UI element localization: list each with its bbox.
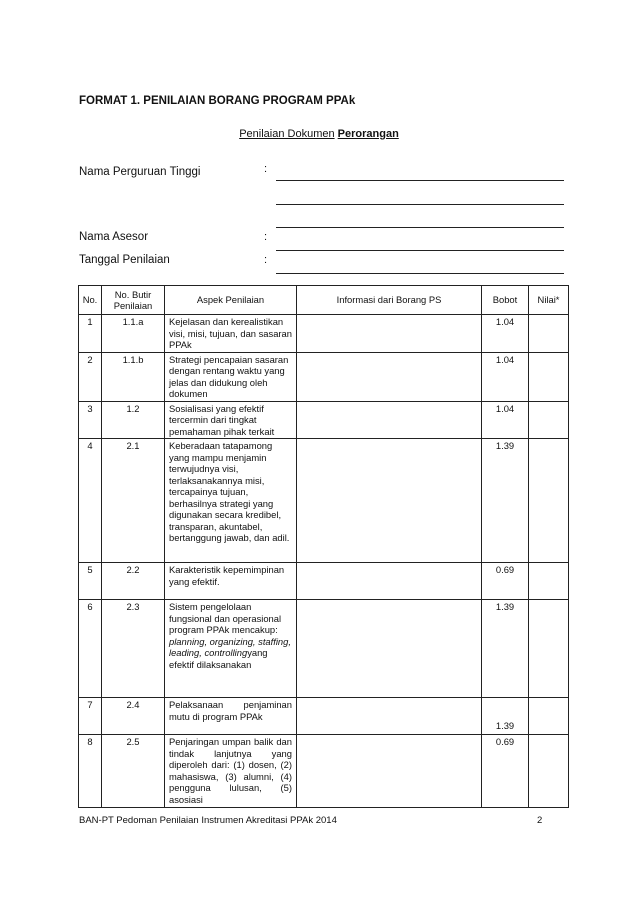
field-label-tanggal: Tanggal Penilaian <box>79 254 170 266</box>
cell-info[interactable] <box>297 698 482 735</box>
cell-bobot: 1.04 <box>482 352 529 401</box>
field-line-perguruan-tinggi-1[interactable] <box>276 180 564 181</box>
cell-bobot: 1.04 <box>482 401 529 439</box>
field-colon: : <box>264 231 268 243</box>
field-colon: : <box>264 254 268 266</box>
cell-butir: 2.4 <box>102 698 165 735</box>
cell-no: 4 <box>79 439 102 563</box>
cell-info[interactable] <box>297 735 482 808</box>
cell-bobot: 1.39 <box>482 600 529 698</box>
cell-bobot: 1.39 <box>482 439 529 563</box>
cell-no: 2 <box>79 352 102 401</box>
cell-no: 6 <box>79 600 102 698</box>
table-header-row <box>79 286 569 315</box>
cell-aspek: Sosialisasi yang efektif tercermin dari tingkat pemahaman pihak terkait <box>165 401 297 439</box>
cell-aspek-tail: yang efektif dilaksanakan <box>169 647 268 670</box>
table-row <box>79 401 569 439</box>
cell-aspek: Strategi pencapaian sasaran dengan rentang waktu yang jelas dan didukung oleh dokumen <box>165 352 297 401</box>
table-row <box>79 735 569 808</box>
header-butir-line1: No. Butir <box>114 288 152 300</box>
cell-bobot: 0.69 <box>482 735 529 808</box>
cell-bobot: 0.69 <box>482 563 529 600</box>
field-line-perguruan-tinggi-3[interactable] <box>276 227 564 228</box>
cell-butir: 1.1.b <box>102 352 165 401</box>
cell-aspek-italic: planning, organizing, staffing, leading, controlling <box>169 635 291 658</box>
header-aspek: Aspek Penilaian <box>165 286 297 315</box>
document-subtitle <box>0 128 638 140</box>
cell-aspek-text: Sistem pengelolaan fungsional dan operasional program PPAk mencakup: <box>169 601 282 635</box>
cell-aspek: Keberadaan tatapamong yang mampu menjamin terwujudnya visi, terlaksanakannya misi, tercapainya tujuan, berhasilnya strategi yang digunakan secara kredibel, transparan, akuntabel, bertanggung jawab, dan adil. <box>165 439 297 563</box>
cell-bobot: 1.39 <box>482 698 529 735</box>
header-butir-line2: Penilaian <box>113 300 153 311</box>
header-butir <box>102 286 165 315</box>
cell-nilai[interactable] <box>529 315 569 353</box>
subtitle-prefix: Penilaian Dokumen <box>239 128 335 140</box>
cell-butir: 2.3 <box>102 600 165 698</box>
table-row <box>79 563 569 600</box>
field-line-asesor[interactable] <box>276 250 564 251</box>
subtitle-bold: Perorangan <box>337 128 399 140</box>
cell-info[interactable] <box>297 352 482 401</box>
cell-aspek: Karakteristik kepemimpinan yang efektif. <box>165 563 297 600</box>
field-line-tanggal[interactable] <box>276 273 564 274</box>
cell-info[interactable] <box>297 563 482 600</box>
cell-aspek: Pelaksanaan penjaminan mutu di program PPAk <box>165 698 297 735</box>
document-title: FORMAT 1. PENILAIAN BORANG PROGRAM PPAk <box>79 95 356 107</box>
cell-info[interactable] <box>297 401 482 439</box>
assessment-table <box>78 285 569 808</box>
cell-nilai[interactable] <box>529 352 569 401</box>
field-label-asesor: Nama Asesor <box>79 231 149 243</box>
cell-aspek: Penjaringan umpan balik dan tindak lanjutnya yang diperoleh dari: (1) dosen, (2) mahasiswa, (3) alumni, (4) pengguna lulusan, (5) asosiasi <box>165 735 297 808</box>
table-row <box>79 698 569 735</box>
cell-nilai[interactable] <box>529 439 569 563</box>
cell-nilai[interactable] <box>529 563 569 600</box>
cell-no: 5 <box>79 563 102 600</box>
cell-no: 8 <box>79 735 102 808</box>
table-row <box>79 315 569 353</box>
cell-butir: 2.5 <box>102 735 165 808</box>
cell-butir: 2.2 <box>102 563 165 600</box>
table-row <box>79 600 569 698</box>
cell-nilai[interactable] <box>529 698 569 735</box>
cell-info[interactable] <box>297 600 482 698</box>
cell-no: 3 <box>79 401 102 439</box>
cell-aspek: Kejelasan dan kerealistikan visi, misi, tujuan, dan sasaran PPAk <box>165 315 297 353</box>
cell-nilai[interactable] <box>529 600 569 698</box>
cell-nilai[interactable] <box>529 735 569 808</box>
page-number: 2 <box>537 815 543 826</box>
cell-nilai[interactable] <box>529 401 569 439</box>
header-no: No. <box>79 286 102 315</box>
cell-butir: 2.1 <box>102 439 165 563</box>
cell-butir: 1.1.a <box>102 315 165 353</box>
footer-text: BAN-PT Pedoman Penilaian Instrumen Akreditasi PPAk 2014 <box>79 815 337 826</box>
field-label-perguruan-tinggi: Nama Perguruan Tinggi <box>79 166 201 178</box>
header-nilai: Nilai* <box>529 286 569 315</box>
table-row <box>79 439 569 563</box>
field-line-perguruan-tinggi-2[interactable] <box>276 204 564 205</box>
header-bobot: Bobot <box>482 286 529 315</box>
cell-info[interactable] <box>297 315 482 353</box>
cell-no: 1 <box>79 315 102 353</box>
cell-no: 7 <box>79 698 102 735</box>
field-colon: : <box>264 163 268 175</box>
cell-aspek <box>165 600 297 698</box>
cell-butir: 1.2 <box>102 401 165 439</box>
header-info: Informasi dari Borang PS <box>297 286 482 315</box>
cell-info[interactable] <box>297 439 482 563</box>
table-row <box>79 352 569 401</box>
cell-bobot: 1.04 <box>482 315 529 353</box>
